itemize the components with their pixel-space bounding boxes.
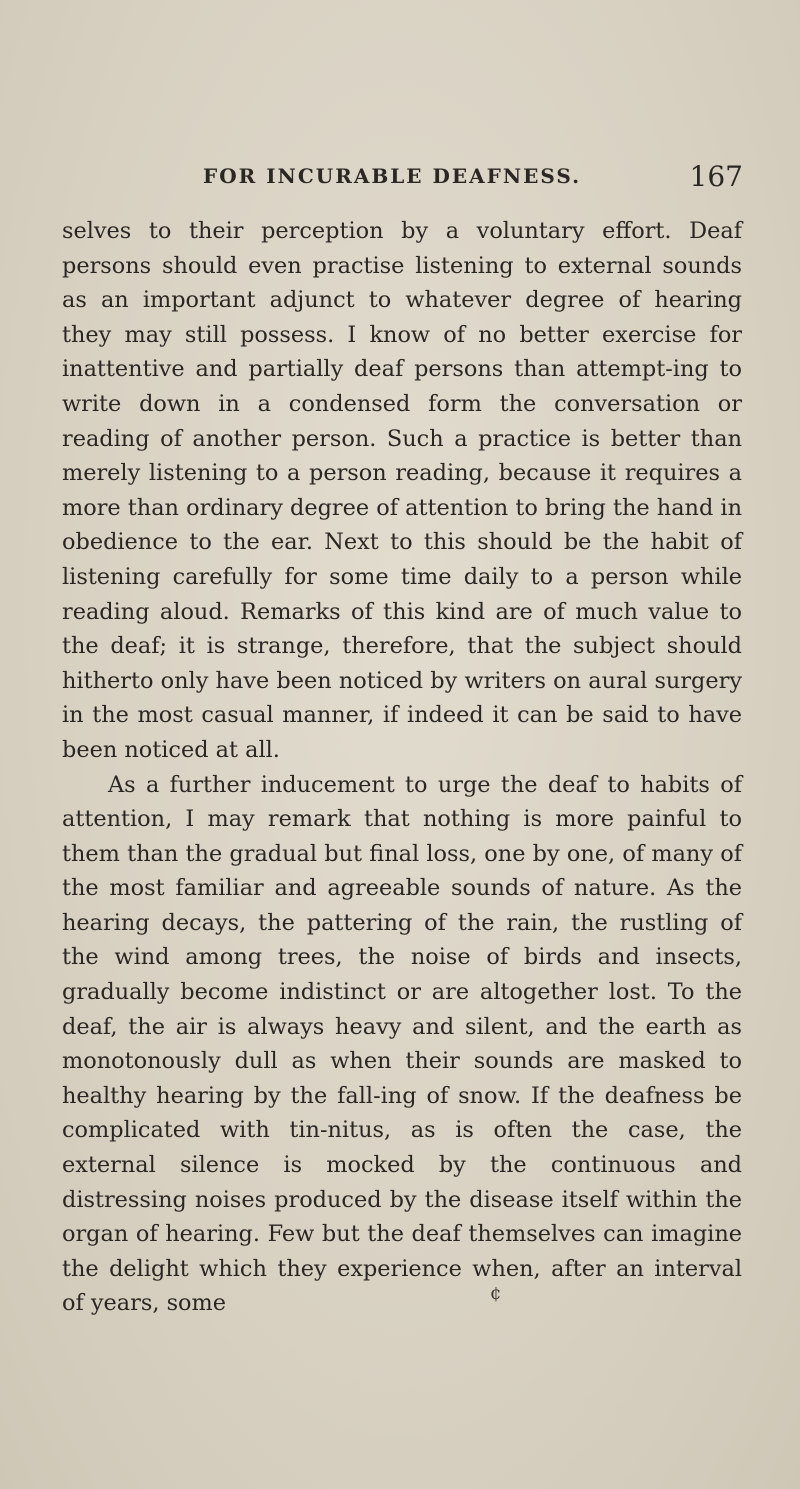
paragraph: As a further inducement to urge the deaf to habits of attention, I may remark that nothing is more painful to them than the gradual but final loss, one by one, of many of the most familiar and agreeable sounds of nature. As the hearing decays, the pattering of the rain, the rustling of the wind among trees, the noise of birds and insects, gradually become indistinct or are altogether lost. To the deaf, the air is always heavy and silent, and the earth as monotonously dull as when their sounds are masked to healthy hearing by the fall-ing of snow. If the deafness be complicated with tin-nitus, as is often the case, the external silence is mocked by the continuous and distressing noises produced by the disease itself within the organ of hearing. Few but the deaf themselves can imagine the delight which they experience when, after an interval of years, some xyxy=(62,771,742,1317)
page-number: 167 xyxy=(689,160,743,193)
body-text xyxy=(62,214,742,1321)
running-head xyxy=(203,160,743,200)
paragraph-continued: selves to their perception by a voluntary effort. Deaf persons should even practise listening to external sounds as an important adjunct to whatever degree of hearing they may still possess. I know of no better exercise for inattentive and partially deaf persons than attempt-ing to write down in a condensed form the conversation or reading of another person. Such a practice is better than merely listening to a person reading, because it requires a more than ordinary degree of attention to bring the hand in obedience to the ear. Next to this should be the habit of listening carefully for some time daily to a person while reading aloud. Remarks of this kind are of much value to the deaf; it is strange, therefore, that the subject should hitherto only have been noticed by writers on aural surgery in the most casual manner, if indeed it can be said to have been noticed at all. xyxy=(62,218,742,763)
signature-mark: ¢ xyxy=(490,1283,502,1304)
running-title: FOR INCURABLE DEAFNESS. xyxy=(203,164,582,188)
